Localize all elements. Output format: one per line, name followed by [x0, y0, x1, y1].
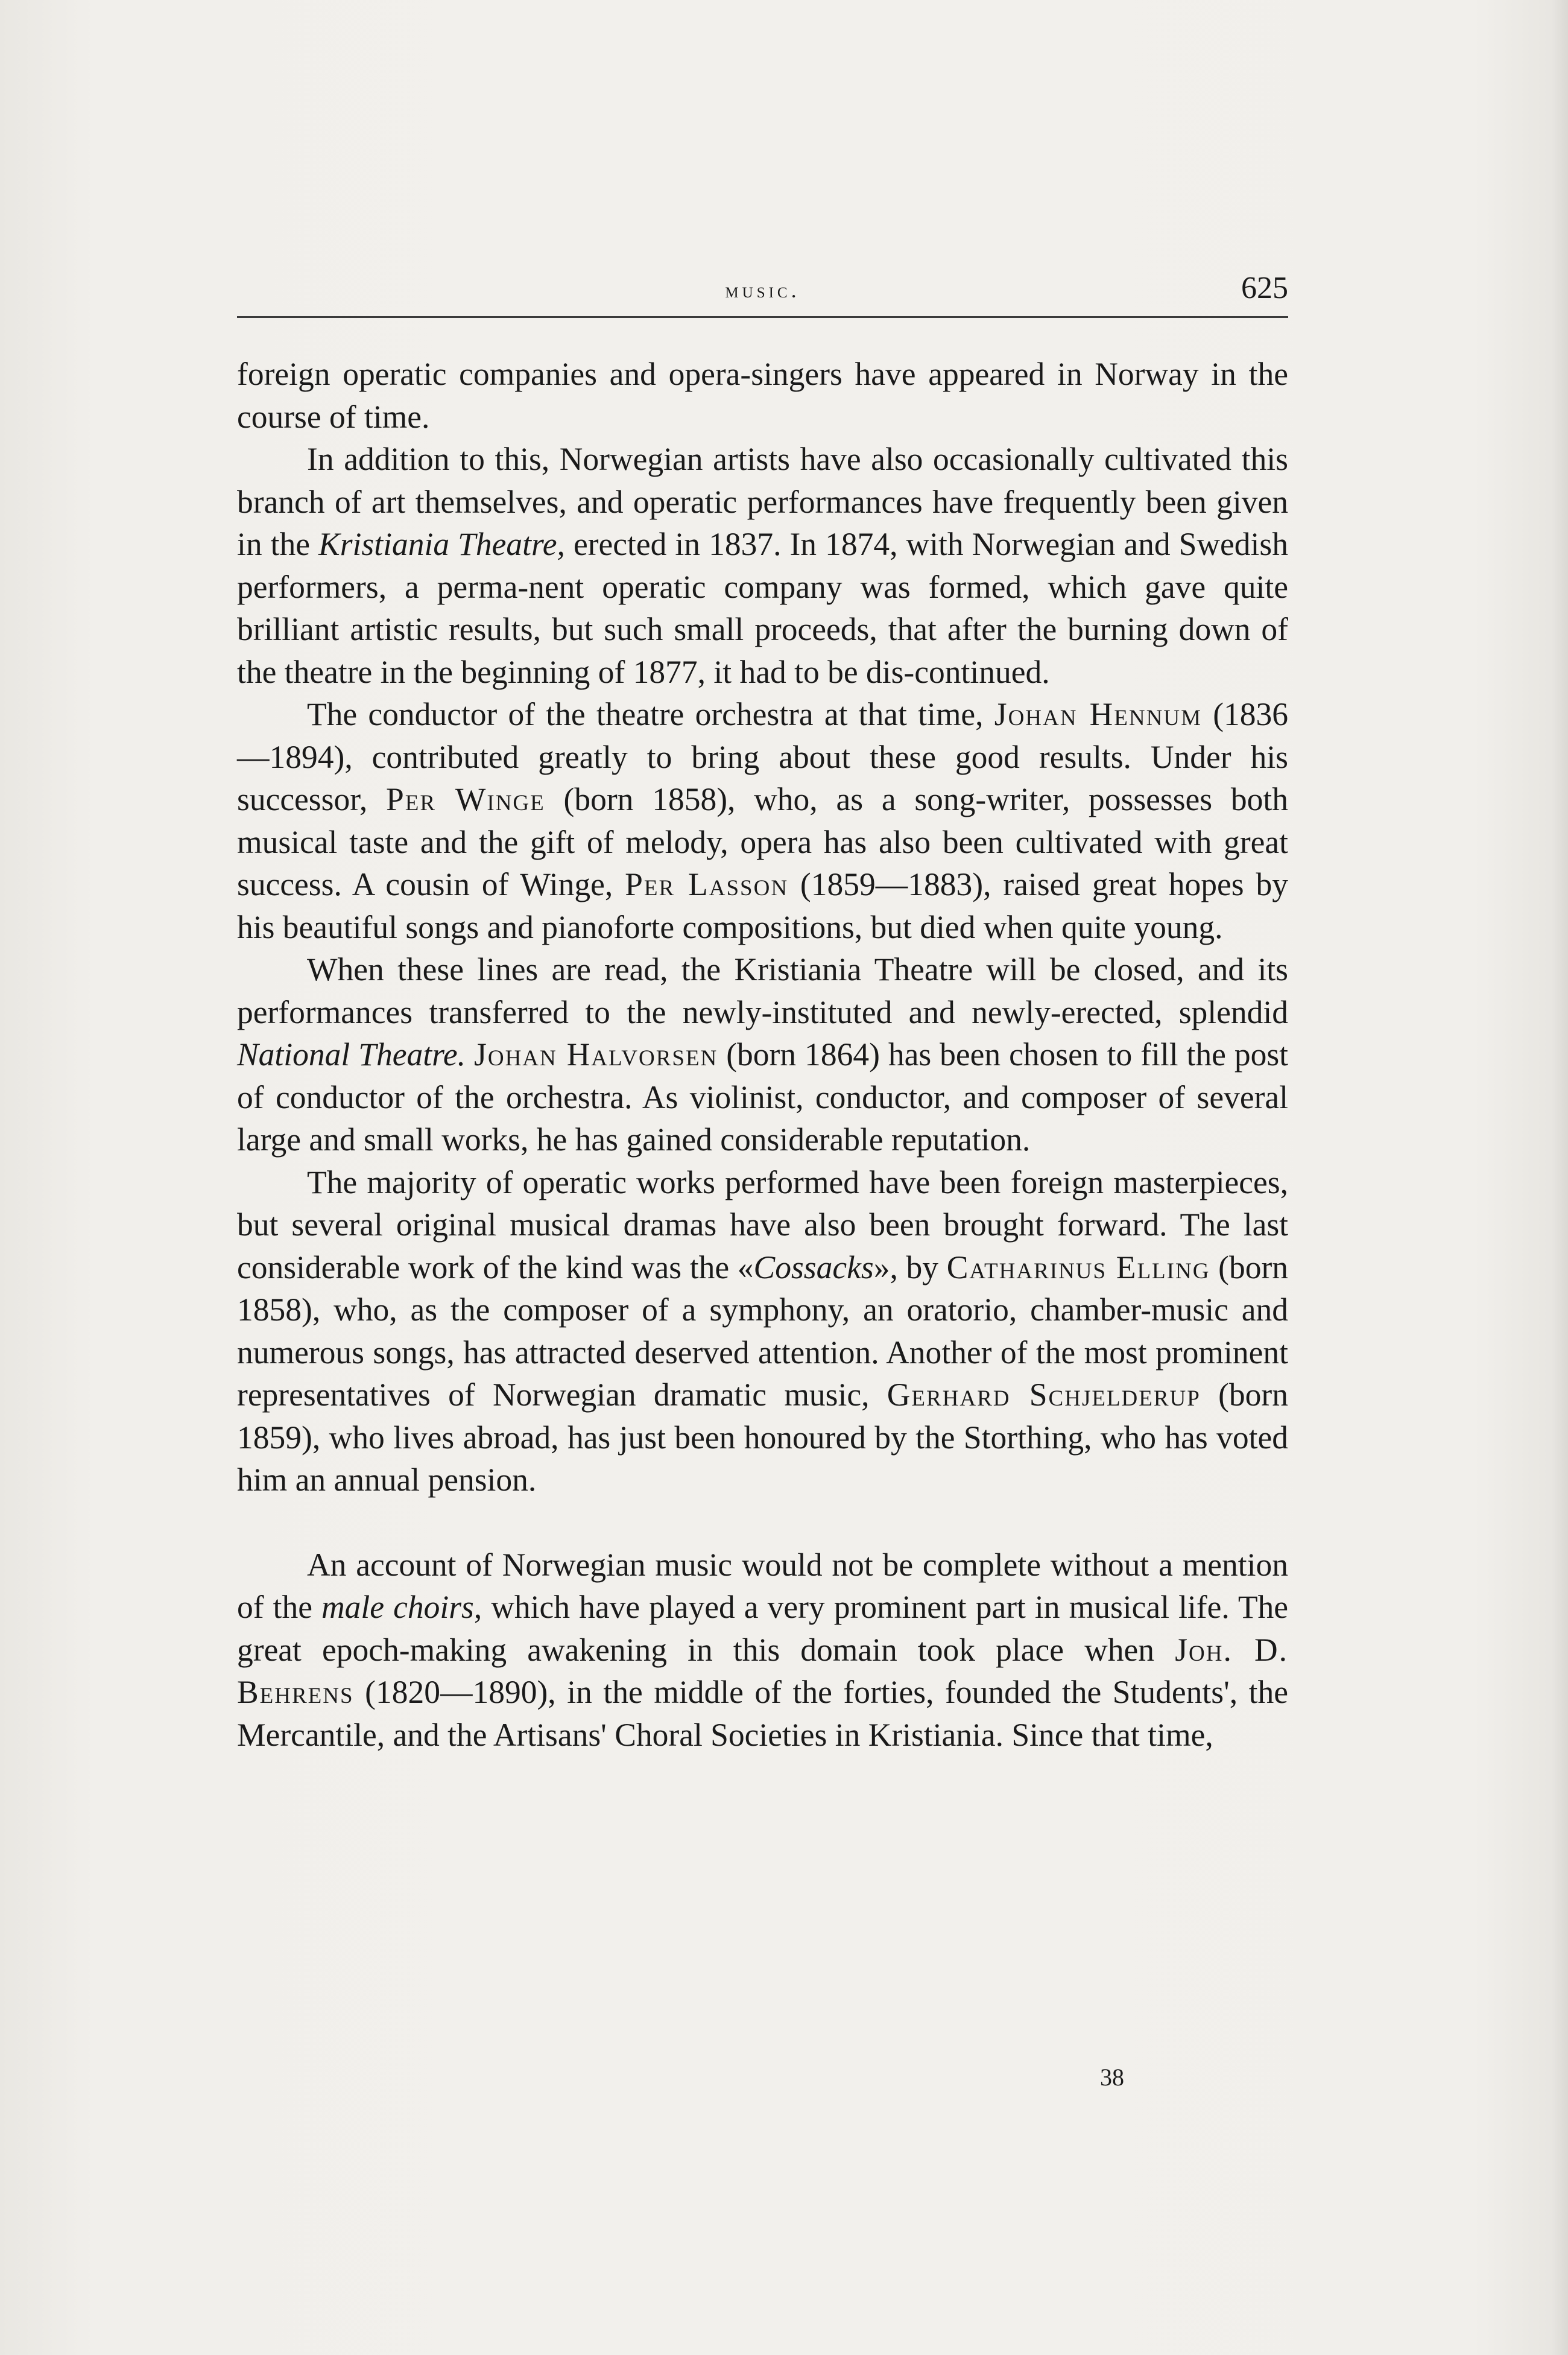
paragraph [237, 1544, 1288, 1757]
page-number: 625 [1241, 271, 1288, 305]
italic-title: National Theatre. [237, 1036, 466, 1073]
text-run: », by [873, 1249, 947, 1285]
text-run: (born 1858), who, as a song-writer, possesses both musical taste and the gift of melody, opera has also been cultivated with great success. A cousin of Winge, [237, 781, 1288, 902]
text-run: (born 1858), who, as the composer of a symphony, an oratorio, chamber-music and numerous songs, has attracted deserved attention. Another of the most prominent representatives of Norwegian dramatic music, [237, 1249, 1289, 1413]
text-run [466, 1036, 474, 1073]
header-rule [237, 316, 1288, 318]
person-name: Per Lasson [625, 866, 789, 902]
text-run: (1859—1883), raised great hopes by his beautiful songs and pianoforte compositions, but died when quite young. [237, 866, 1288, 945]
text-run: foreign operatic companies and opera-singers have appeared in Norway in the course of time. [237, 356, 1288, 435]
running-title: music. [725, 278, 800, 302]
running-head [237, 265, 1288, 314]
person-name: Per Winge [386, 781, 545, 817]
text-run: , which have played a very prominent part in musical life. The great epoch-making awakening in this domain took place when [237, 1589, 1288, 1668]
text-run: In addition to this, Norwegian artists have also occasionally cultivated this branch of art themselves, and operatic performances have frequently been given in the [237, 441, 1288, 562]
text-run: An account of Norwegian music would not be complete without a mention of the [237, 1546, 1288, 1625]
person-name: Johan Halvorsen [474, 1036, 718, 1073]
italic-title: Cossacks [753, 1249, 874, 1285]
text-run: erected in 1837. In 1874, with Norwegian and Swedish performers, a perma-nent operatic company was formed, which gave quite brilliant artistic results, but such small proceeds, that after the burning down of the theatre in the beginning of 1877, it had to be dis-continued. [237, 526, 1288, 690]
person-name: Gerhard Schjelderup [887, 1377, 1201, 1413]
paragraph [237, 693, 1288, 948]
person-name: Joh. D. Behrens [237, 1631, 1288, 1710]
signature-mark: 38 [1100, 2064, 1124, 2091]
text-run: The conductor of the theatre orchestra at that time, [307, 696, 994, 732]
paragraph [237, 353, 1288, 438]
text-run: When these lines are read, the Kristiania Theatre will be closed, and its performances transferred to the newly-instituted and newly-erected, splendid [237, 951, 1288, 1030]
text-run: (1820—1890), in the middle of the forties, founded the Students', the Mercantile, and the Artisans' Choral Societies in Kristiania. Since that time, [237, 1674, 1288, 1753]
person-name: Johan Hennum [994, 696, 1202, 732]
text-run: (born 1864) has been chosen to fill the post of conductor of the orchestra. As violinist, conductor, and composer of several large and small works, he has gained considerable reputation. [237, 1036, 1289, 1158]
text-run: (born 1859), who lives abroad, has just been honoured by the Storthing, who has voted him an annual pension. [237, 1377, 1288, 1498]
text-run: The majority of operatic works performed have been foreign masterpieces, but several original musical dramas have also been brought forward. The last considerable work of the kind was the « [237, 1164, 1288, 1285]
text-run: (1836—1894), contributed greatly to bring about these good results. Under his successor, [237, 696, 1289, 817]
italic-term: male choirs [321, 1589, 474, 1625]
paragraph [237, 1161, 1288, 1501]
person-name: Catharinus Elling [946, 1249, 1210, 1285]
italic-title: Kristiania Theatre, [318, 526, 565, 562]
paragraph [237, 438, 1288, 693]
paragraph [237, 948, 1288, 1161]
page-edge-shadow [1551, 0, 1568, 2355]
body-text [237, 353, 1288, 1756]
